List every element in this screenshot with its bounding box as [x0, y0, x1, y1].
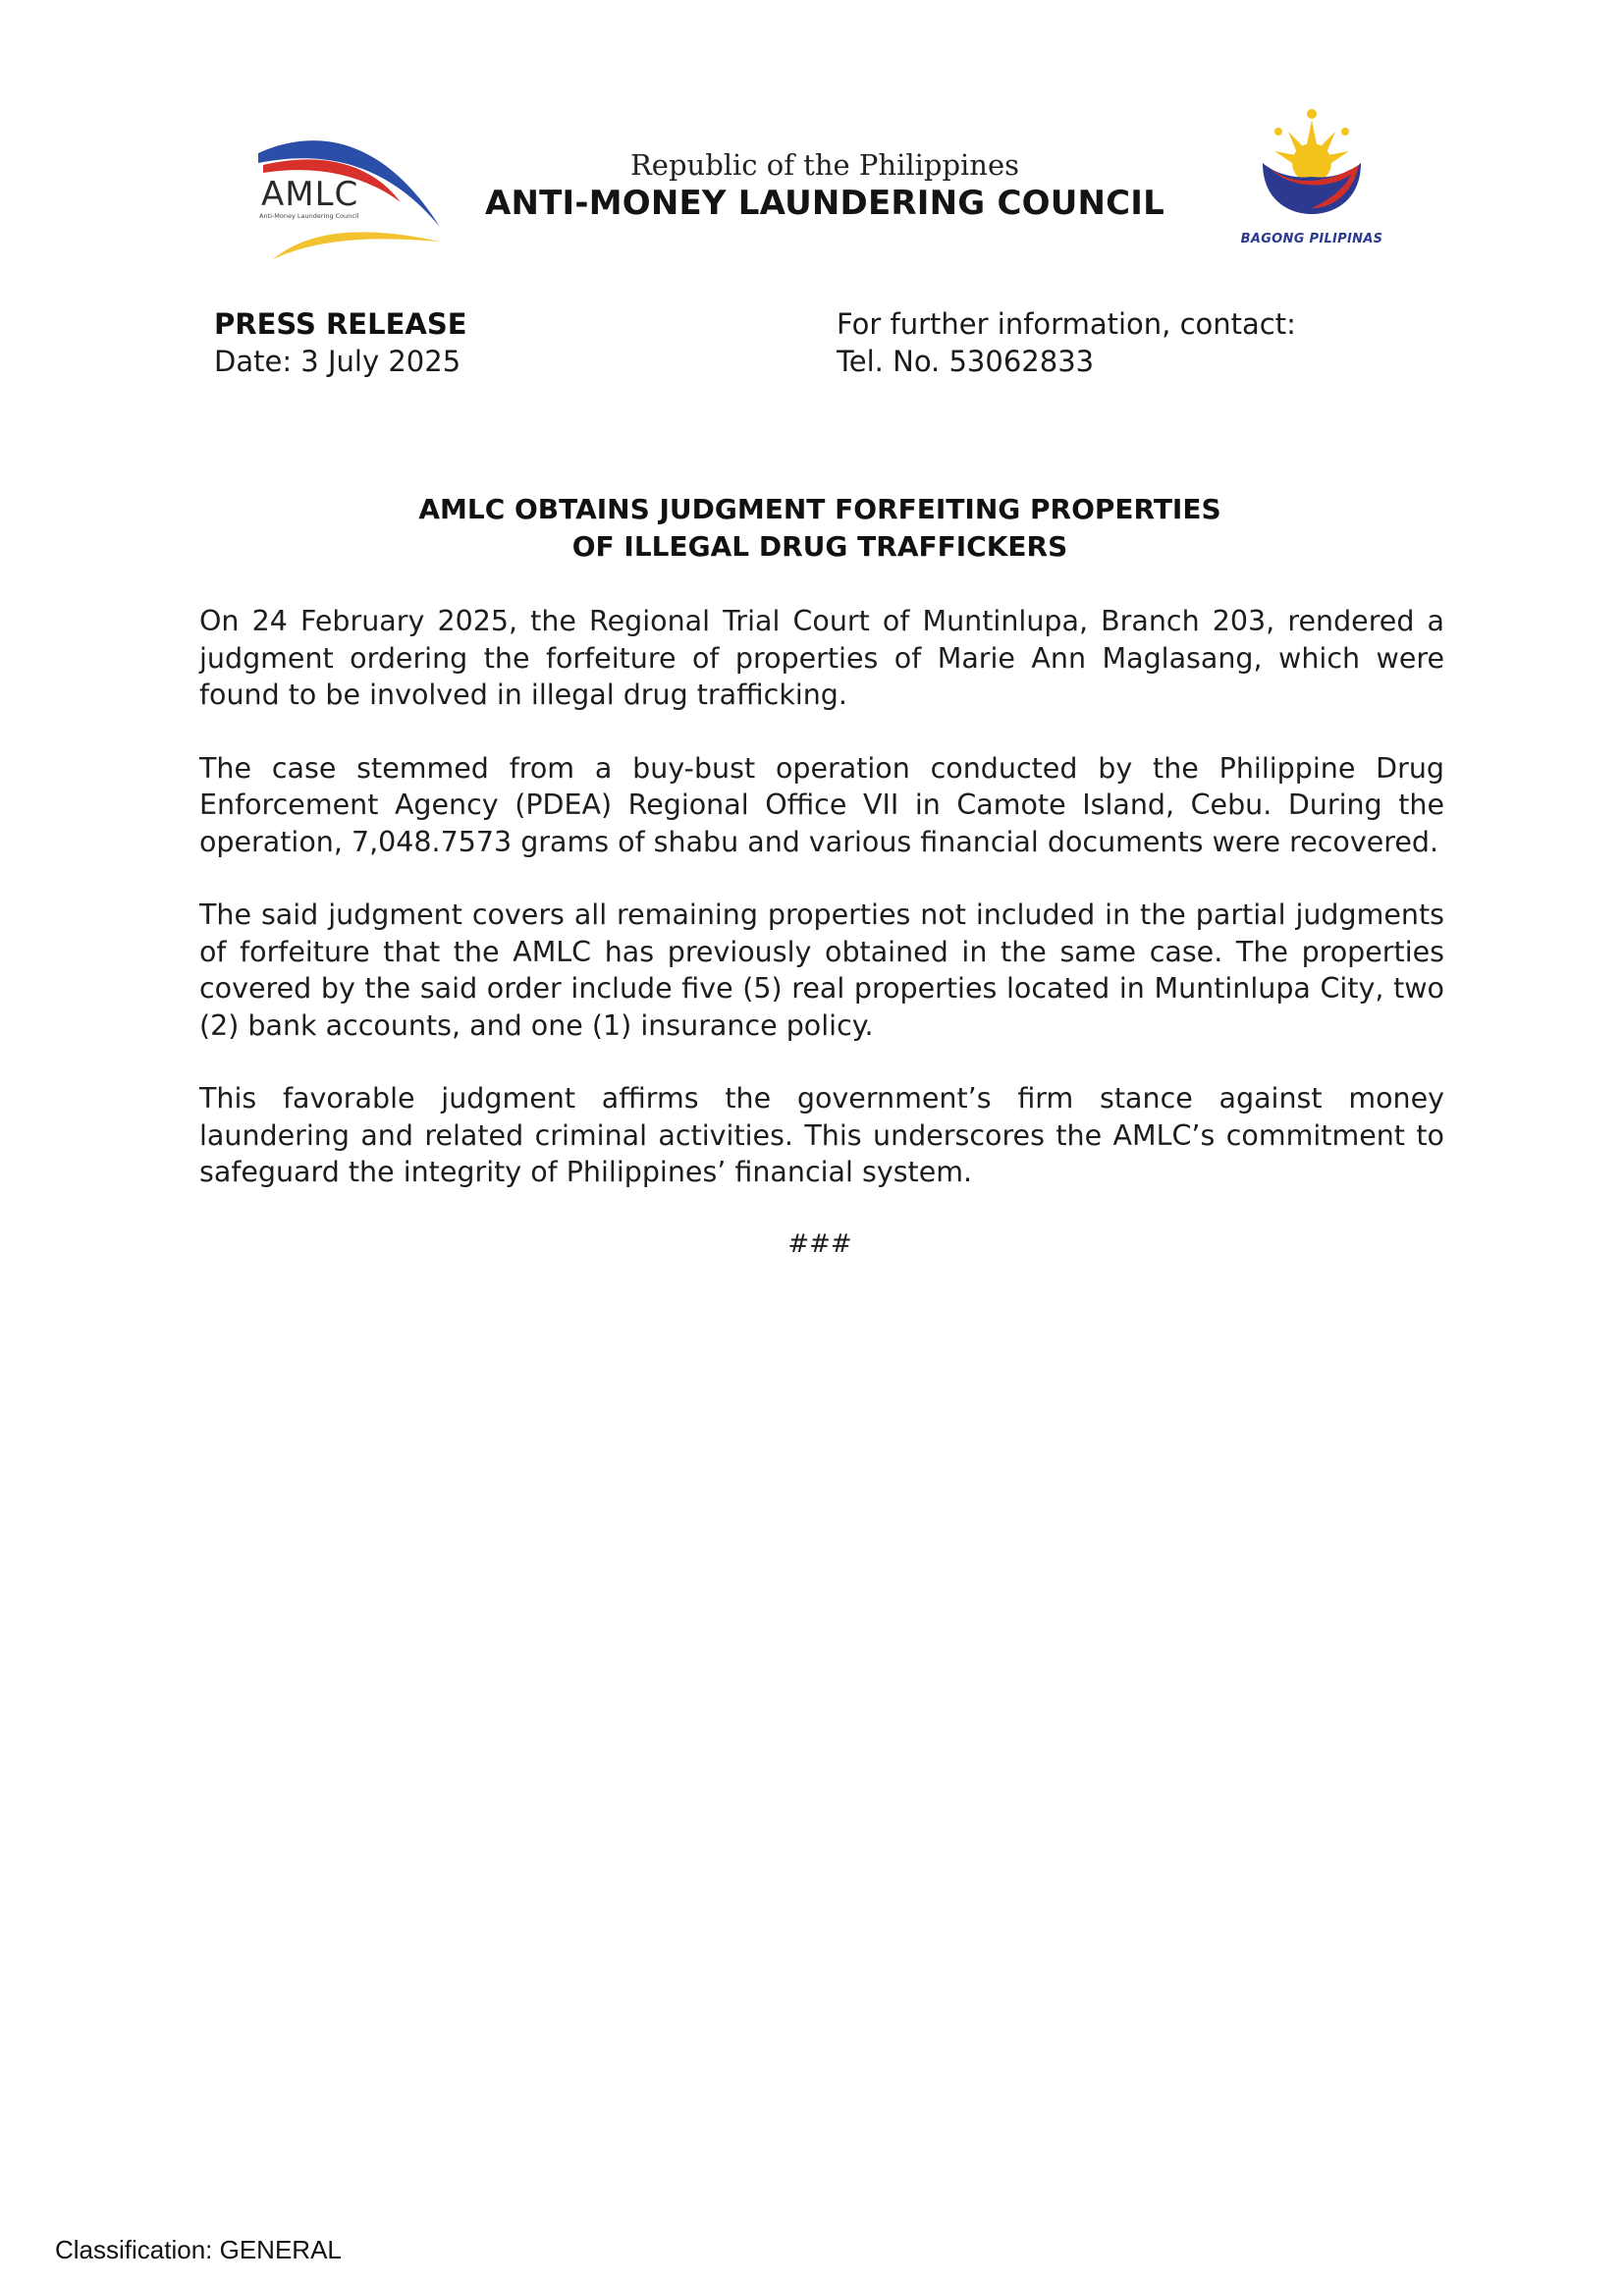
bagong-pilipinas-caption: BAGONG PILIPINAS [1240, 232, 1383, 246]
contact-info [837, 305, 1296, 380]
contact-label: For further information, contact: [837, 307, 1296, 341]
paragraph: On 24 February 2025, the Regional Trial Court of Muntinlupa, Branch 203, rendered a judgment ordering the forfeiture of properties of Marie Ann Maglasang, which were found to be involved in illegal drug trafficking. [199, 605, 1444, 711]
masthead [471, 147, 1178, 224]
amlc-logo-text: AMLC [261, 175, 359, 214]
headline-line-2: OF ILLEGAL DRUG TRAFFICKERS [571, 530, 1068, 563]
body-text [199, 603, 1444, 1227]
headline [295, 491, 1345, 566]
classification-label: Classification: GENERAL [55, 2235, 342, 2264]
amlc-logo-subtext: Anti-Money Laundering Council [259, 212, 359, 220]
bagong-pilipinas-logo [1233, 106, 1390, 253]
sun-shield-icon [1249, 106, 1375, 216]
council-name: ANTI-MONEY LAUNDERING COUNCIL [484, 184, 1165, 223]
paragraph: The case stemmed from a buy-bust operation conducted by the Philippine Drug Enforcement Agency (PDEA) Regional Office VII in Camote Island, Cebu. During the operation, 7,048.7573 grams of shabu and various financial documents were recovered. [199, 751, 1444, 858]
amlc-logo [253, 134, 450, 261]
end-mark: ### [787, 1229, 852, 1259]
paragraph: The said judgment covers all remaining properties not included in the partial judgments of forfeiture that the AMLC has previously obtained in the same case. The properties covered by the said order include five (5) real properties located in Muntinlupa City, two (2) bank accounts, and one (1) insurance policy. [199, 898, 1444, 1042]
headline-line-1: AMLC OBTAINS JUDGMENT FORFEITING PROPERTIES [418, 493, 1221, 525]
paragraph: This favorable judgment affirms the government’s firm stance against money laundering and related criminal activities. This underscores the AMLC’s commitment to safeguard the integrity of Philippines’ financial system. [199, 1082, 1444, 1188]
press-release-info [214, 305, 467, 380]
press-release-label: PRESS RELEASE [214, 307, 467, 341]
release-date: Date: 3 July 2025 [214, 345, 461, 378]
contact-tel: Tel. No. 53062833 [837, 345, 1095, 378]
republic-line: Republic of the Philippines [629, 148, 1020, 182]
